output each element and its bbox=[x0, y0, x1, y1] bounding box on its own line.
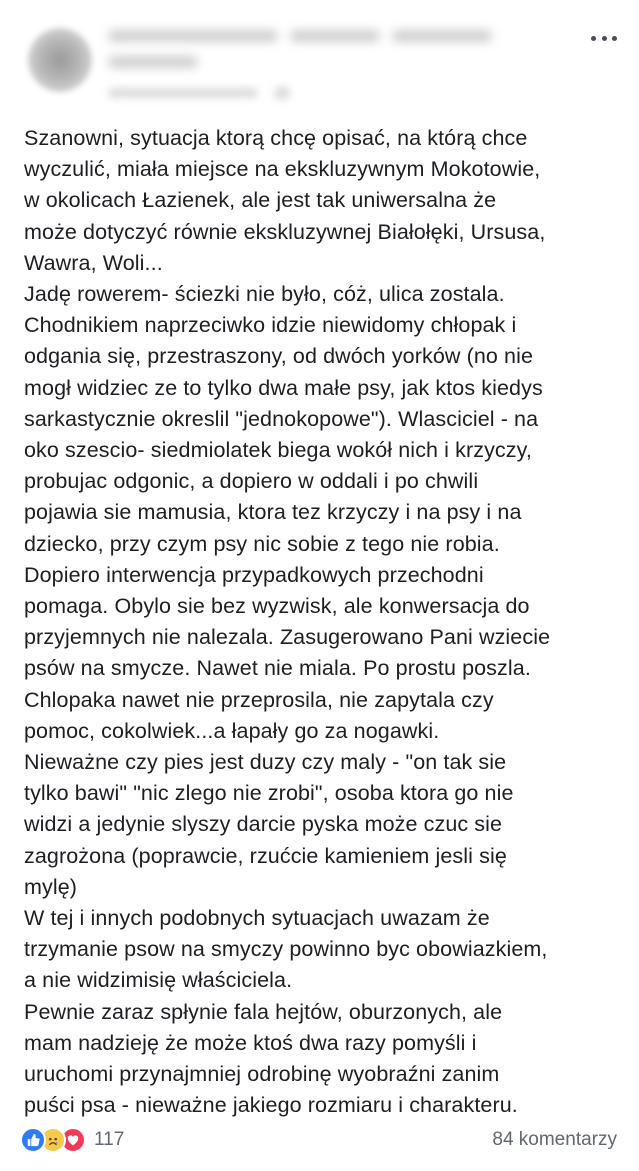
like-icon bbox=[20, 1127, 46, 1153]
post-text-line: mam nadzieję że może ktoś dwa razy pomyśli i bbox=[24, 1030, 477, 1055]
post-footer bbox=[0, 1120, 639, 1160]
more-options-icon[interactable] bbox=[591, 32, 617, 44]
comments-count-link[interactable]: 84 komentarzy bbox=[492, 1129, 617, 1150]
post-text-line: a nie widzimisię właściciela. bbox=[24, 968, 293, 993]
post-text-line: przyjemnych nie nalezala. Zasugerowano Pani wziecie bbox=[24, 625, 551, 650]
post-header bbox=[0, 0, 639, 115]
post-text-line: W tej i innych podobnych sytuacjach uwazam że bbox=[24, 906, 490, 931]
post-text-line: trzymanie psow na smyczy powinno byc obowiazkiem, bbox=[24, 937, 548, 962]
post-text-line: odgania się, przestraszony, od dwóch yorków (no nie bbox=[24, 344, 534, 369]
post-text-line: Pewnie zaraz spłynie fala hejtów, oburzonych, ale bbox=[24, 999, 503, 1024]
post-text-line: Chlopaka nawet nie przeprosila, nie zapytala czy bbox=[24, 687, 494, 712]
post-text-line: tylko bawi" "nic zlego nie zrobi", osoba ktora go nie bbox=[24, 781, 514, 806]
post-text-line: pomaga. Obylo sie bez wyzwisk, ale konwersacja do bbox=[24, 594, 530, 619]
post-text-line: w okolicach Łazienek, ale jest tak uniwersalna że bbox=[24, 188, 497, 213]
post-text-line: pomoc, cokolwiek...a łapały go za nogawki. bbox=[24, 718, 440, 743]
post-text-line: może dotyczyć równie ekskluzywnej Białołęki, Ursusa, bbox=[24, 219, 546, 244]
post-text-line: dziecko, przy czym psy nic sobie z tego nie robia. bbox=[24, 531, 500, 556]
post-text-line: zagrożona (poprawcie, rzućcie kamieniem jesli się bbox=[24, 843, 507, 868]
author-name-blurred[interactable] bbox=[108, 26, 548, 74]
post-text-line: sarkastycznie okreslil "jednokopowe"). Wlasciciel - na bbox=[24, 406, 539, 431]
post-text-line: pojawia sie mamusia, ktora tez krzyczy i na psy i na bbox=[24, 500, 522, 525]
reactions-summary[interactable] bbox=[20, 1127, 124, 1153]
post-text-line: oko szescio- siedmiolatek biega wokół nich i krzyczy, bbox=[24, 438, 532, 463]
post-text-line: Jadę rowerem- ściezki nie było, cóż, ulica zostala. bbox=[24, 282, 505, 307]
reaction-count[interactable]: 117 bbox=[94, 1129, 125, 1150]
post-text-line: mylę) bbox=[24, 874, 78, 899]
post-text-line: Szanowni, sytuacja ktorą chcę opisać, na którą chce bbox=[24, 126, 528, 150]
post-text-line: uruchomi przynajmniej odrobinę wyobraźni zanim bbox=[24, 1062, 500, 1087]
post-text-line: psów na smycze. Nawet nie miala. Po prostu poszla. bbox=[24, 656, 531, 681]
post-text-line: wyczulić, miała miejsce na ekskluzywnym Mokotowie, bbox=[24, 157, 541, 182]
post-text-line: probujac odgonic, a dopiero w oddali i po chwili bbox=[24, 469, 479, 494]
post-text-line: widzi a jedynie slyszy darcie pyska może czuc sie bbox=[24, 812, 503, 837]
avatar[interactable] bbox=[28, 28, 92, 92]
post-text-line: mogł widziec ze to tylko dwa małe psy, jak ktos kiedys bbox=[24, 375, 543, 400]
post-text bbox=[24, 123, 624, 1122]
post-text-line: Nieważne czy pies jest duzy czy maly - "on tak sie bbox=[24, 750, 507, 775]
post-text-line: Dopiero interwencja przypadkowych przechodni bbox=[24, 562, 484, 587]
post-text-line: Wawra, Woli... bbox=[24, 250, 163, 275]
post-text-line: Chodnikiem naprzeciwko idzie niewidomy chłopak i bbox=[24, 313, 517, 338]
post-timestamp-blurred[interactable] bbox=[108, 86, 298, 100]
post-text-line: puści psa - nieważne jakiego rozmiaru i charakteru. bbox=[24, 1093, 518, 1118]
